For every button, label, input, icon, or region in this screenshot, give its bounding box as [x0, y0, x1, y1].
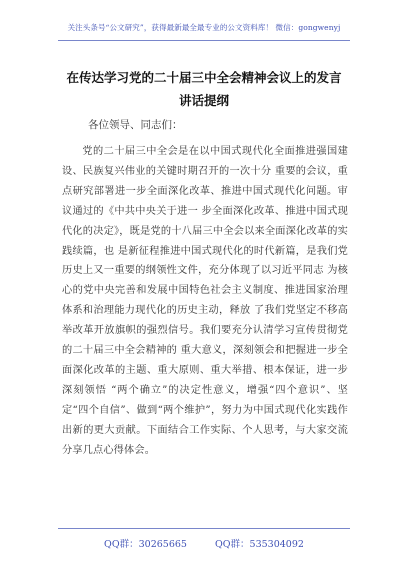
footer — [0, 536, 408, 550]
footer-qq-group-1: QQ群：30265665 — [104, 539, 187, 550]
document-title: 在传达学习党的二十届三中全会精神会议上的发言讲话提纲 — [66, 70, 342, 108]
header-divider — [58, 40, 350, 41]
header-banner: 关注头条号“公文研究”，获得最新最全最专业的公文资料库！ 微信：gongwenyj — [67, 23, 341, 32]
salutation: 各位领导、同志们： — [88, 119, 183, 131]
body-paragraph: 党的二十届三中全会是在以中国式现代化全面推进强国建设、民族复兴伟业的关键时期召开的一次十分 重要的会议，重点研究部署进一步全面深化改革、推进中国式现代化问题。审议通过的《中共中央关于进一 步全面深化改革、推进中国式现代化的决定》，既是党的十八届三中全会以来全面深化改革的实践续篇，也 是新征程推进中国式现代化的时代新篇，是我们党历史上又一重要的纲领性文件，充分体现了以习近平同志 为核心的党中央完善和发展中国特色社会主义制度、推进国家治理体系和治理能力现代化的历史主动，释放 了我们党坚定不移高举改革开放旗帜的强烈信号。我们要充分认清学习宣传贯彻党的二十届三中全会精神的 重大意义，深刻领会和把握进一步全面深化改革的主题、重大原则、重大举措、根本保证，进一步深刻领悟 “两个确立”的决定性意义，增强“四个意识”、坚定“四个自信”、做到“两个维护”，努力为中国式现代化实践作出新的更大贡献。下面结合工作实际、个人思考，与大家交流分享几点心得体会。 — [62, 146, 348, 456]
footer-qq-group-2: QQ群：535304092 — [214, 539, 304, 550]
footer-divider — [58, 528, 350, 529]
